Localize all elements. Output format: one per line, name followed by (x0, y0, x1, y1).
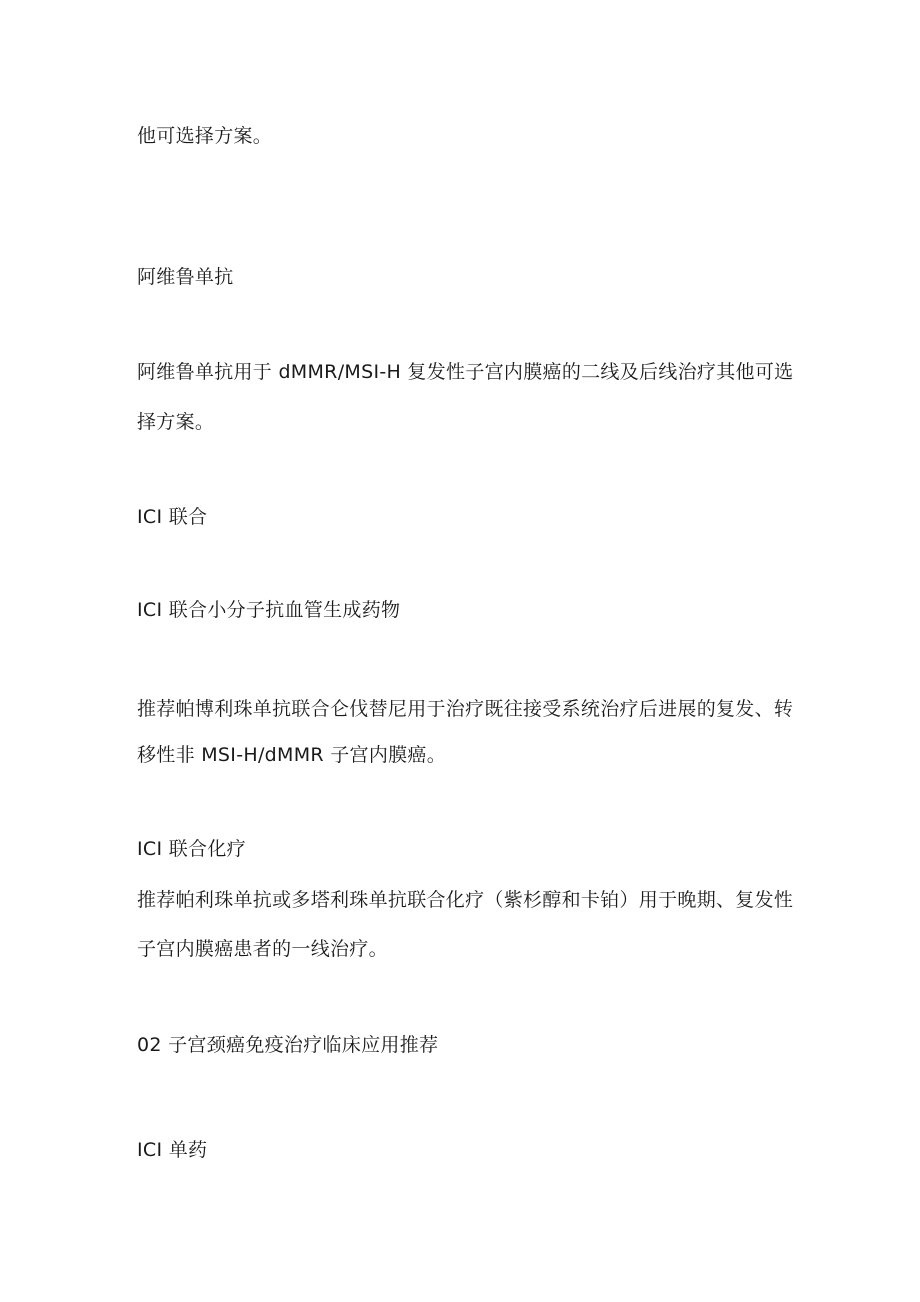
paragraph-line: 推荐帕博利珠单抗联合仑伐替尼用于治疗既往接受系统治疗后进展的复发、转 (137, 698, 794, 720)
subsection-heading: ICI 联合化疗 (137, 838, 246, 860)
paragraph-line: 推荐帕利珠单抗或多塔利珠单抗联合化疗（紫杉醇和卡铂）用于晚期、复发性 (137, 889, 794, 911)
paragraph-line: 他可选择方案。 (137, 125, 273, 147)
paragraph-line: 择方案。 (137, 411, 215, 433)
section-heading: ICI 单药 (137, 1139, 208, 1161)
section-heading: 阿维鲁单抗 (137, 266, 234, 288)
paragraph-line: 移性非 MSI-H/dMMR 子宫内膜癌。 (137, 744, 447, 766)
paragraph-line: 阿维鲁单抗用于 dMMR/MSI-H 复发性子宫内膜癌的二线及后线治疗其他可选 (137, 361, 794, 383)
subsection-heading: ICI 联合小分子抗血管生成药物 (137, 599, 401, 621)
section-heading: 02 子宫颈癌免疫治疗临床应用推荐 (137, 1034, 439, 1056)
paragraph-line: 子宫内膜癌患者的一线治疗。 (137, 938, 388, 960)
section-heading: ICI 联合 (137, 506, 208, 528)
